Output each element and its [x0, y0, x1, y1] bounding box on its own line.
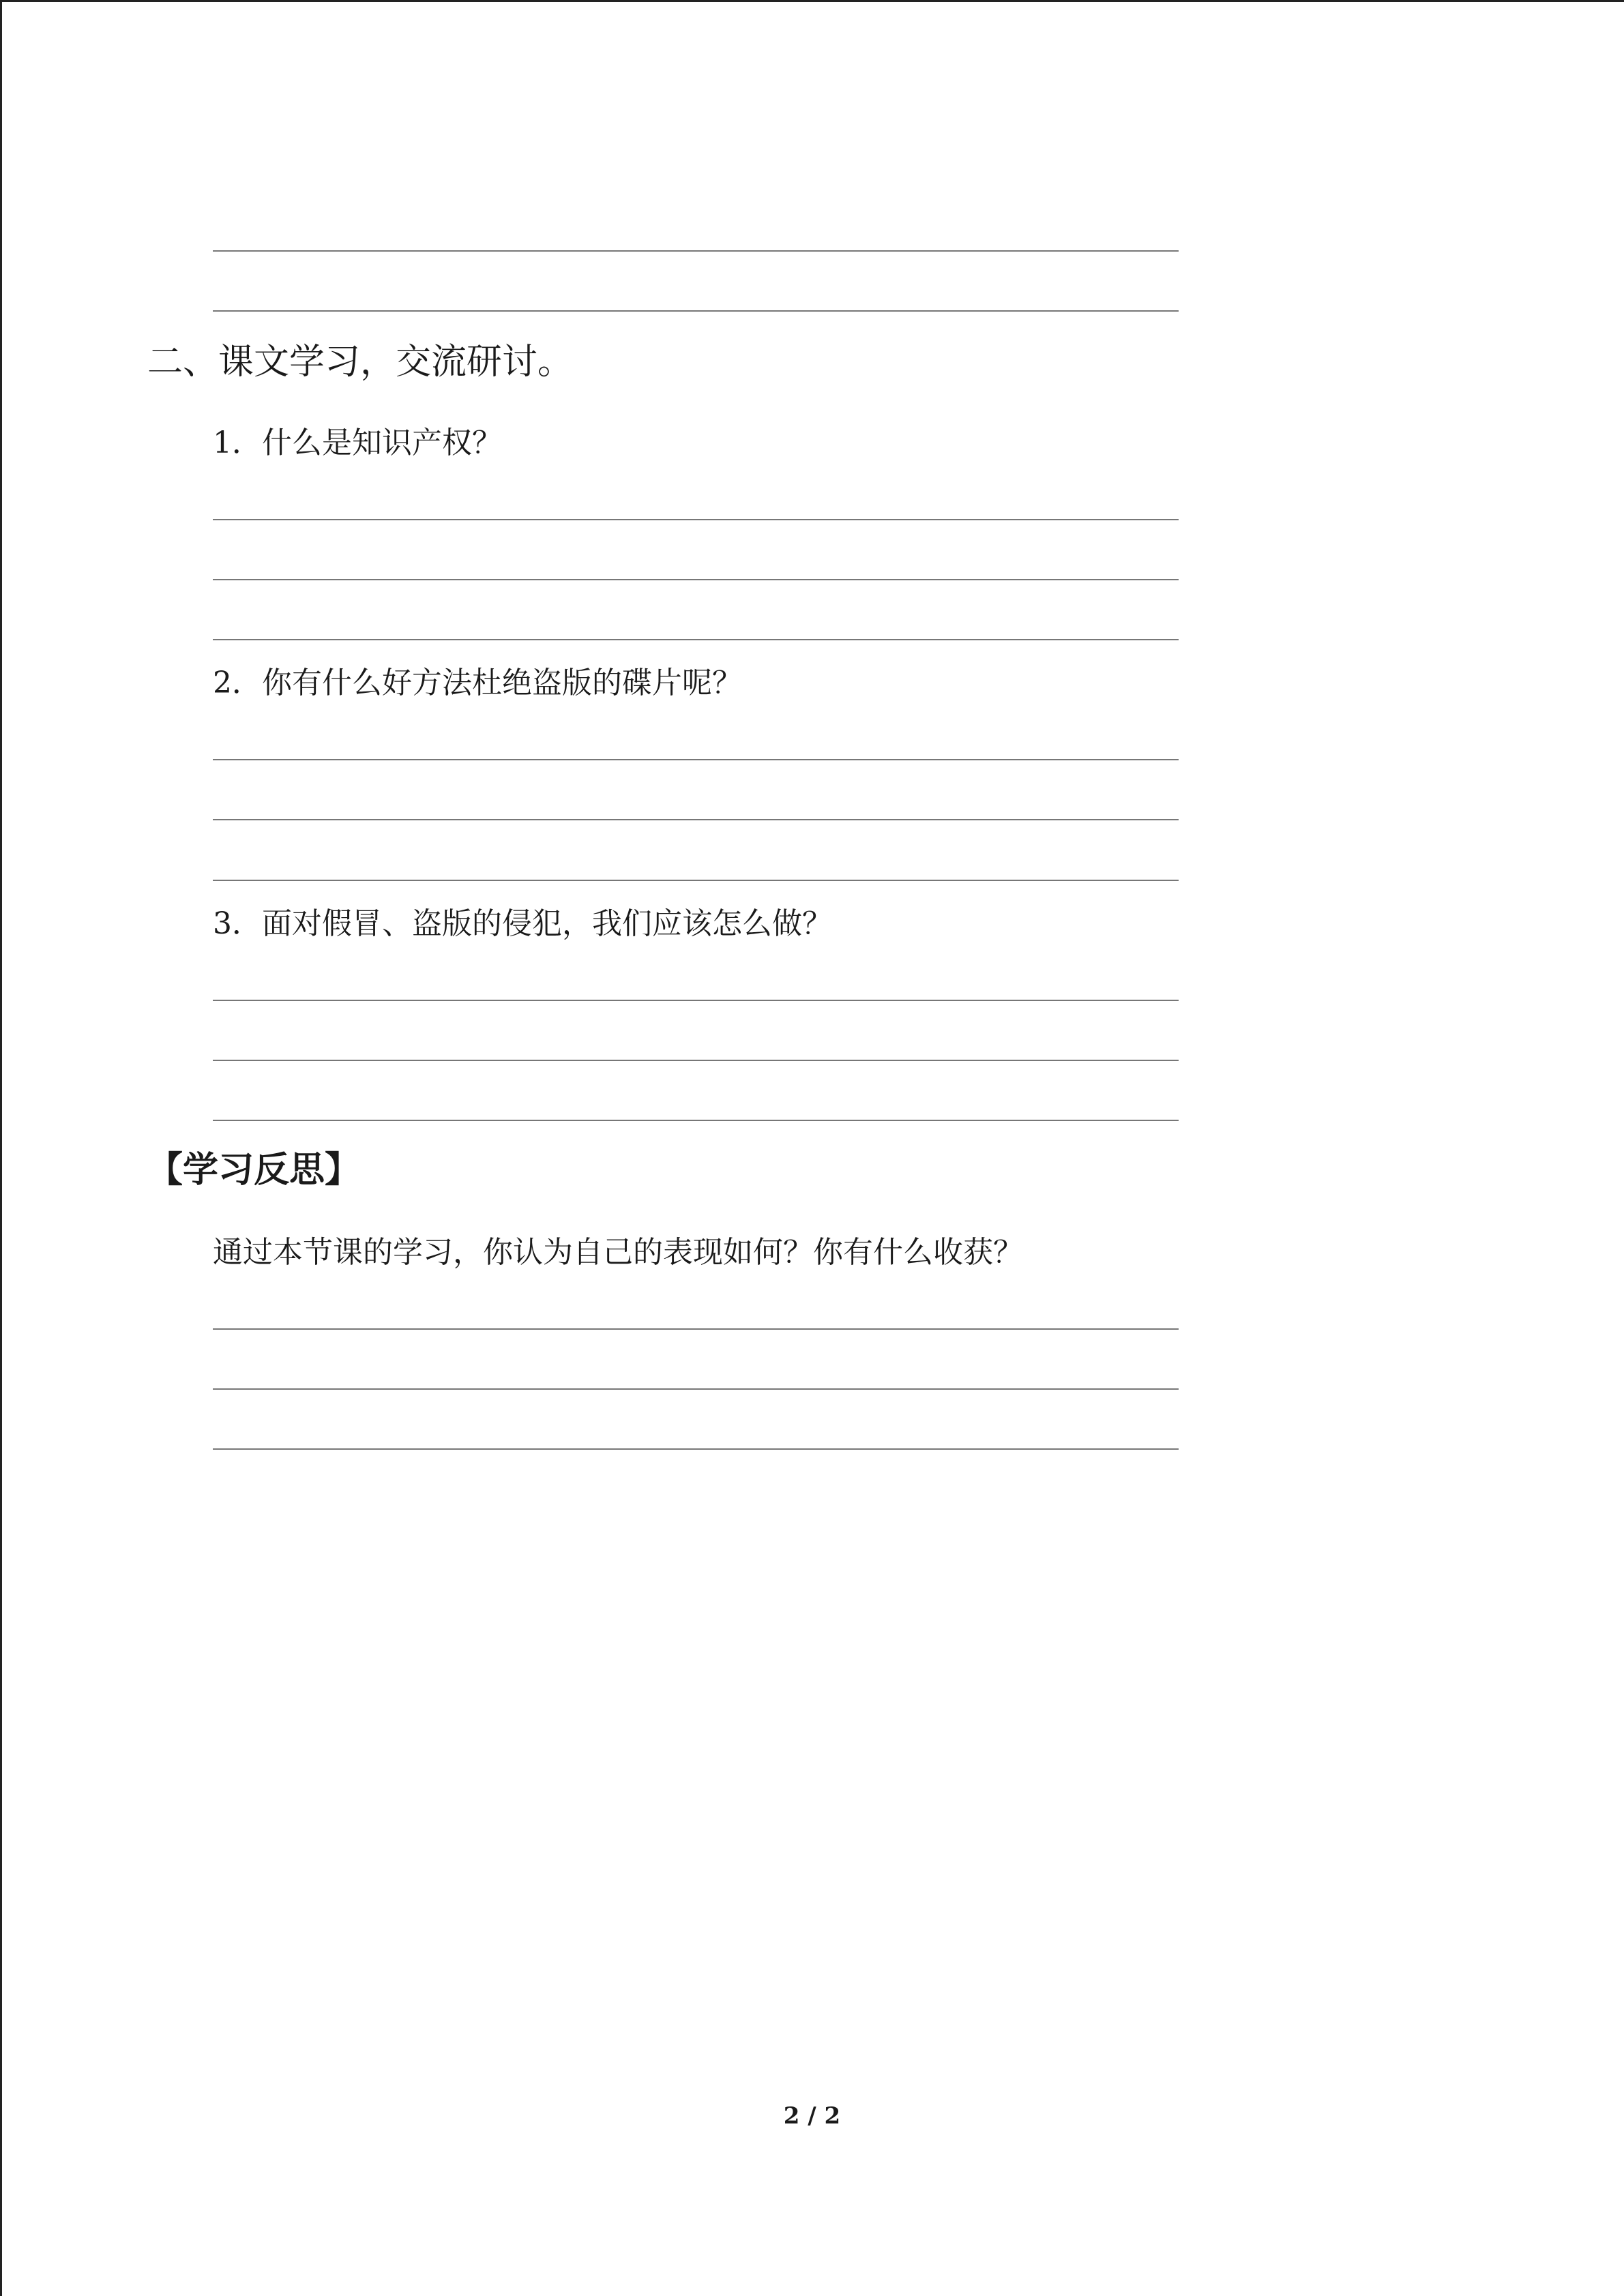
answer-line: [213, 519, 1179, 520]
answer-line: [213, 819, 1179, 820]
reflection-heading: 【学习反思】: [147, 1150, 361, 1191]
answer-line: [213, 310, 1179, 312]
answer-line: [213, 759, 1179, 760]
answer-line: [213, 1448, 1179, 1450]
answer-line: [213, 1060, 1179, 1061]
answer-line: [213, 579, 1179, 580]
question-2: 2．你有什么好方法杜绝盗版的碟片呢？: [213, 666, 742, 700]
section-heading: 二、课文学习，交流研讨。: [147, 342, 574, 383]
reflection-prompt: 通过本节课的学习，你认为自己的表现如何？你有什么收获？: [213, 1235, 1023, 1270]
page-number: 2 / 2: [783, 2102, 841, 2130]
answer-line: [213, 1388, 1179, 1390]
answer-line: [213, 1328, 1179, 1330]
answer-line: [213, 639, 1179, 640]
answer-line: [213, 1000, 1179, 1001]
question-3: 3．面对假冒、盗版的侵犯，我们应该怎么做？: [213, 906, 832, 941]
question-1: 1．什么是知识产权？: [213, 426, 502, 460]
answer-line: [213, 1120, 1179, 1121]
answer-line: [213, 250, 1179, 252]
answer-line: [213, 880, 1179, 881]
